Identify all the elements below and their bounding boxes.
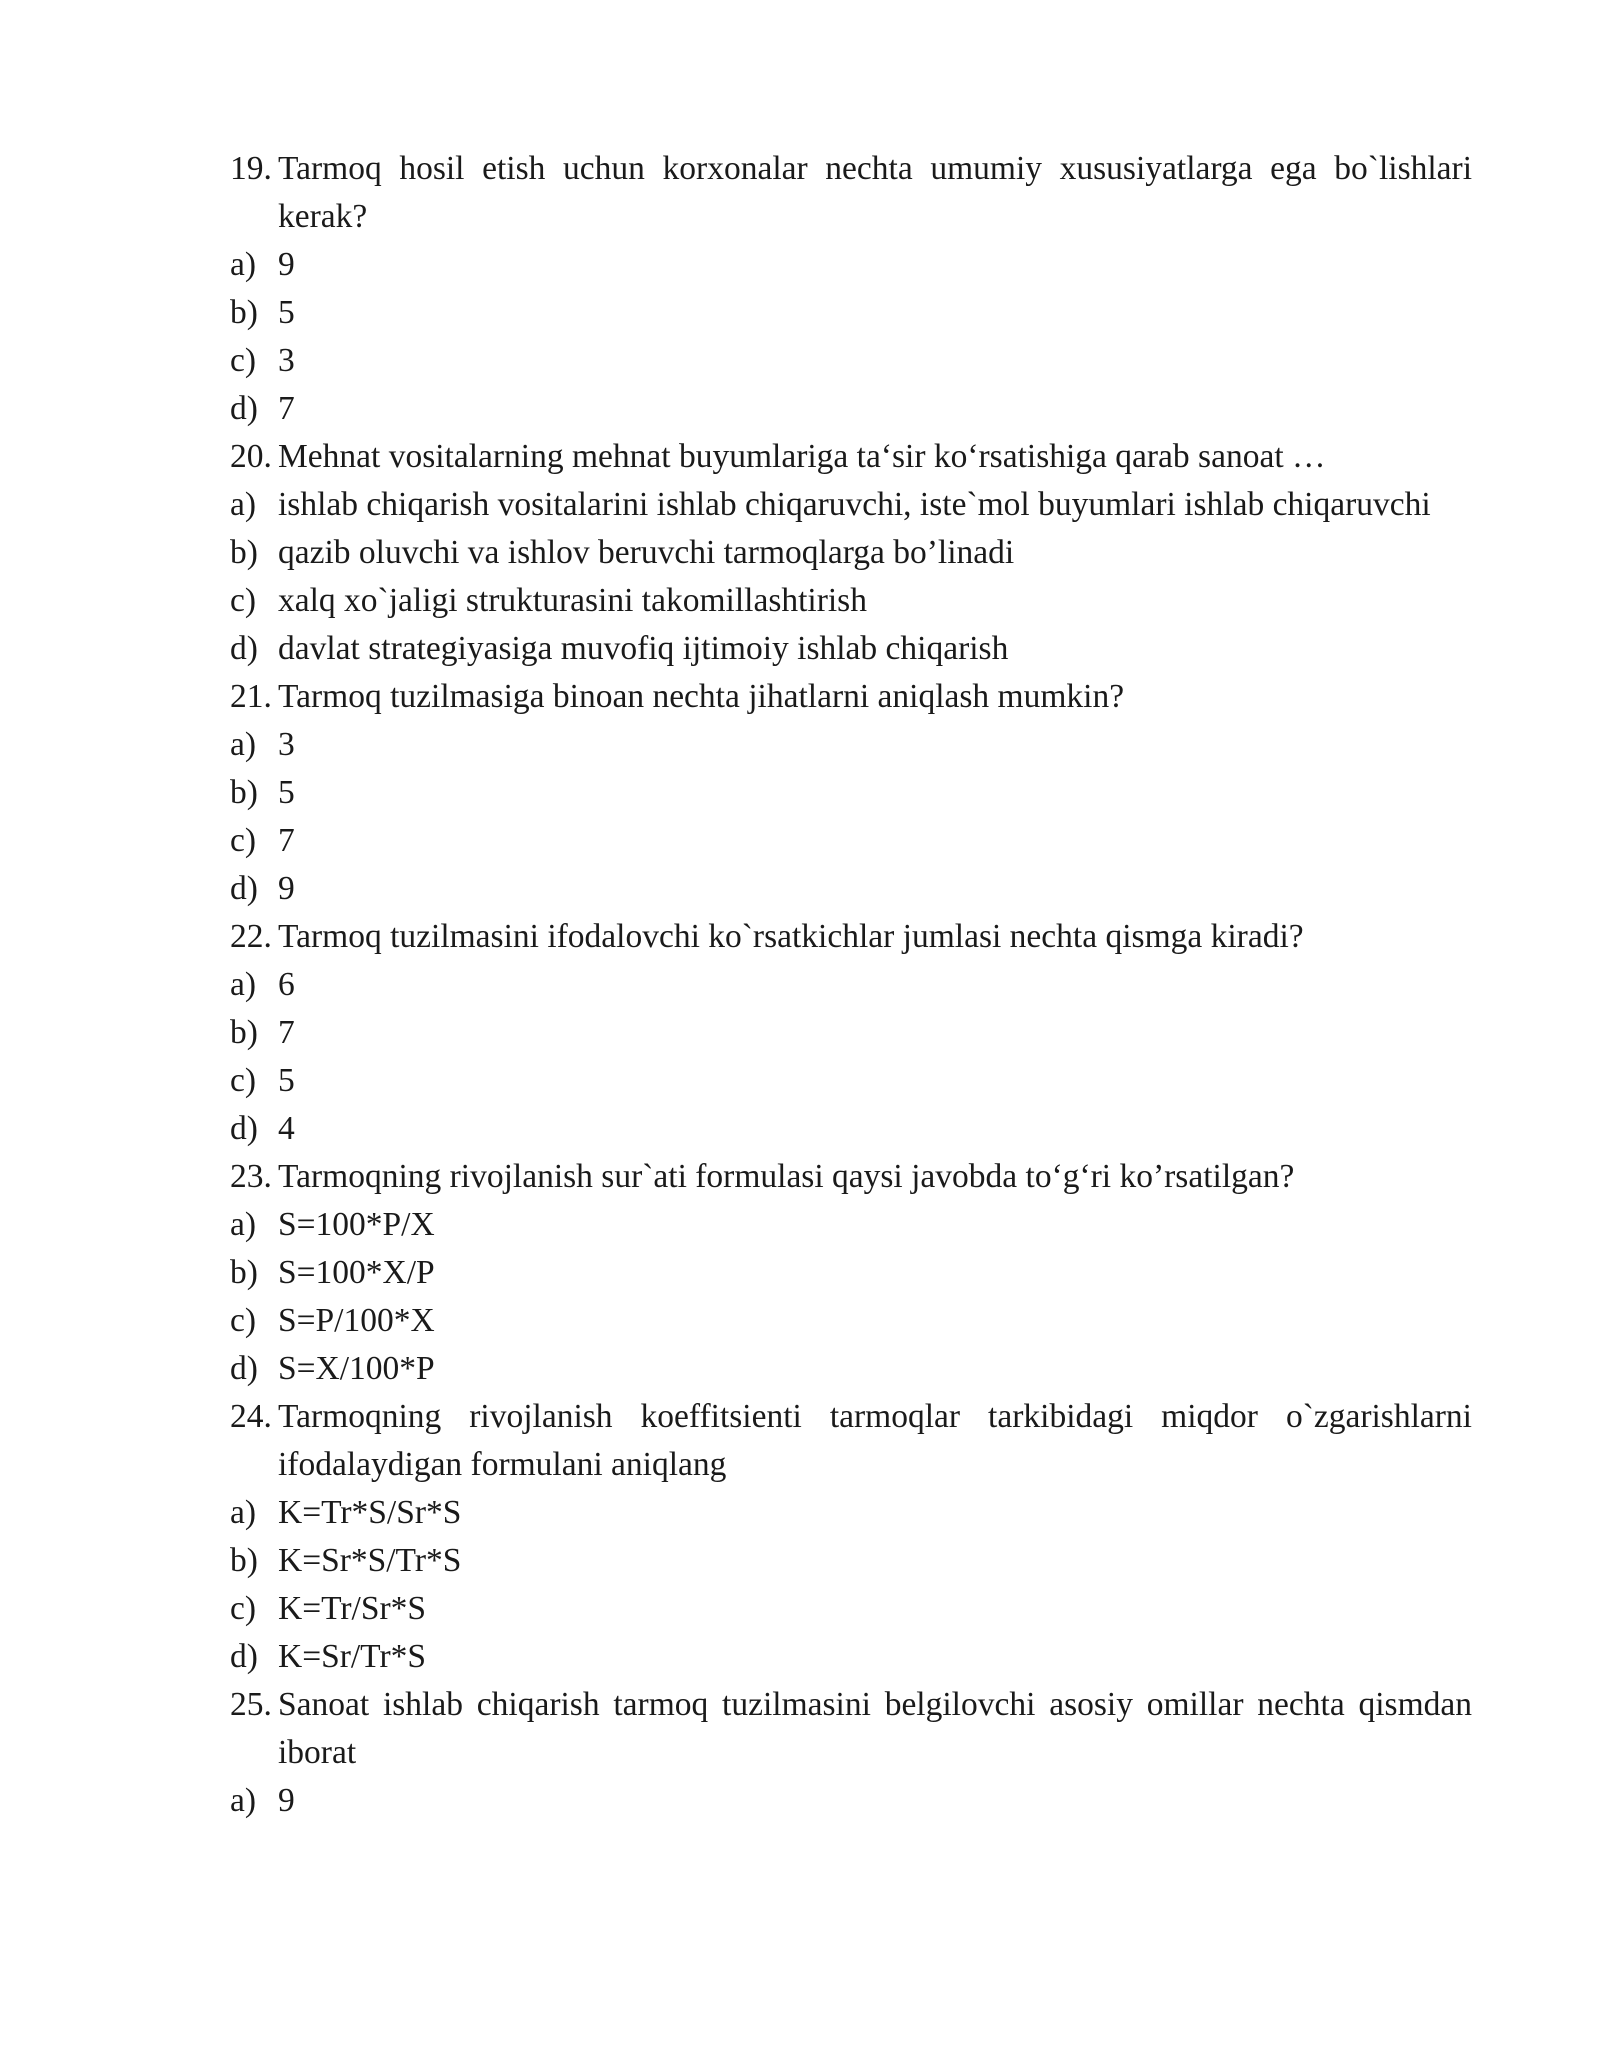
option-21d	[230, 865, 1472, 913]
option-24c	[230, 1585, 1472, 1633]
option-22a	[230, 961, 1472, 1009]
option-text: K=Tr*S/Sr*S	[278, 1494, 462, 1531]
option-20b	[230, 529, 1472, 577]
option-19d	[230, 385, 1472, 433]
option-22d	[230, 1105, 1472, 1153]
option-text: 7	[278, 390, 295, 427]
option-text: 9	[278, 1782, 295, 1819]
option-text: K=Tr/Sr*S	[278, 1590, 427, 1627]
question-text: Tarmoqning rivojlanish koeffitsienti tarmoqlar tarkibidagi miqdor o`zgarishlarni ifodalaydigan formulani aniqlang	[278, 1398, 1472, 1483]
option-label: c)	[230, 342, 257, 379]
option-text: qazib oluvchi va ishlov beruvchi tarmoqlarga bo’linadi	[278, 534, 1015, 571]
document-page	[230, 145, 1472, 1825]
option-label: a)	[230, 486, 257, 523]
option-text: 7	[278, 822, 295, 859]
option-text: xalq xo`jaligi strukturasini takomillashtirish	[278, 582, 867, 619]
option-label: c)	[230, 1302, 257, 1339]
option-label: d)	[230, 1638, 258, 1675]
question-text: Mehnat vositalarning mehnat buyumlariga ta‘sir ko‘rsatishiga qarab sanoat …	[278, 438, 1326, 475]
question-number: 22.	[230, 918, 272, 955]
option-label: d)	[230, 390, 258, 427]
option-label: a)	[230, 1782, 257, 1819]
option-label: b)	[230, 1014, 258, 1051]
option-23b	[230, 1249, 1472, 1297]
question-number: 25.	[230, 1686, 272, 1723]
option-20d	[230, 625, 1472, 673]
question-19	[230, 145, 1472, 241]
option-label: c)	[230, 1062, 257, 1099]
option-label: a)	[230, 726, 257, 763]
option-21b	[230, 769, 1472, 817]
question-text: Tarmoq tuzilmasini ifodalovchi ko`rsatkichlar jumlasi nechta qismga kiradi?	[278, 918, 1304, 955]
option-text: S=P/100*X	[278, 1302, 435, 1339]
option-23a	[230, 1201, 1472, 1249]
option-24a	[230, 1489, 1472, 1537]
question-text: Tarmoq tuzilmasiga binoan nechta jihatlarni aniqlash mumkin?	[278, 678, 1125, 715]
option-label: a)	[230, 966, 257, 1003]
question-number: 21.	[230, 678, 272, 715]
question-number: 19.	[230, 150, 272, 187]
option-text: davlat strategiyasiga muvofiq ijtimoiy ishlab chiqarish	[278, 630, 1009, 667]
question-text: Sanoat ishlab chiqarish tarmoq tuzilmasini belgilovchi asosiy omillar nechta qismdan iborat	[278, 1686, 1472, 1771]
option-label: c)	[230, 822, 257, 859]
option-label: a)	[230, 1206, 257, 1243]
option-20c	[230, 577, 1472, 625]
option-label: d)	[230, 1110, 258, 1147]
option-text: ishlab chiqarish vositalarini ishlab chiqaruvchi, iste`mol buyumlari ishlab chiqaruvchi	[278, 486, 1431, 523]
question-24	[230, 1393, 1472, 1489]
option-text: 5	[278, 1062, 295, 1099]
question-number: 24.	[230, 1398, 272, 1435]
option-text: 6	[278, 966, 295, 1003]
option-label: d)	[230, 630, 258, 667]
option-label: b)	[230, 1542, 258, 1579]
question-number: 23.	[230, 1158, 272, 1195]
option-text: 5	[278, 774, 295, 811]
option-24d	[230, 1633, 1472, 1681]
option-text: 9	[278, 246, 295, 283]
option-23c	[230, 1297, 1472, 1345]
option-label: c)	[230, 1590, 257, 1627]
option-19a	[230, 241, 1472, 289]
option-label: d)	[230, 1350, 258, 1387]
option-text: K=Sr*S/Tr*S	[278, 1542, 462, 1579]
question-20	[230, 433, 1472, 481]
option-text: 3	[278, 726, 295, 763]
option-text: 4	[278, 1110, 295, 1147]
option-label: b)	[230, 774, 258, 811]
option-20a	[230, 481, 1472, 529]
question-25	[230, 1681, 1472, 1777]
option-label: a)	[230, 246, 257, 283]
option-text: 9	[278, 870, 295, 907]
option-text: 7	[278, 1014, 295, 1051]
question-22	[230, 913, 1472, 961]
question-text: Tarmoqning rivojlanish sur`ati formulasi qaysi javobda to‘g‘ri ko’rsatilgan?	[278, 1158, 1295, 1195]
option-text: S=100*P/X	[278, 1206, 435, 1243]
option-21a	[230, 721, 1472, 769]
question-21	[230, 673, 1472, 721]
option-19b	[230, 289, 1472, 337]
question-23	[230, 1153, 1472, 1201]
option-text: 5	[278, 294, 295, 331]
option-text: K=Sr/Tr*S	[278, 1638, 427, 1675]
option-19c	[230, 337, 1472, 385]
option-25a	[230, 1777, 1472, 1825]
option-22b	[230, 1009, 1472, 1057]
option-text: S=X/100*P	[278, 1350, 435, 1387]
question-number: 20.	[230, 438, 272, 475]
option-24b	[230, 1537, 1472, 1585]
option-label: b)	[230, 534, 258, 571]
option-text: S=100*X/P	[278, 1254, 435, 1291]
option-label: a)	[230, 1494, 257, 1531]
option-label: b)	[230, 294, 258, 331]
question-text: Tarmoq hosil etish uchun korxonalar nechta umumiy xususiyatlarga ega bo`lishlari kerak?	[278, 150, 1472, 235]
option-label: d)	[230, 870, 258, 907]
option-23d	[230, 1345, 1472, 1393]
option-label: c)	[230, 582, 257, 619]
option-text: 3	[278, 342, 295, 379]
option-label: b)	[230, 1254, 258, 1291]
option-22c	[230, 1057, 1472, 1105]
option-21c	[230, 817, 1472, 865]
